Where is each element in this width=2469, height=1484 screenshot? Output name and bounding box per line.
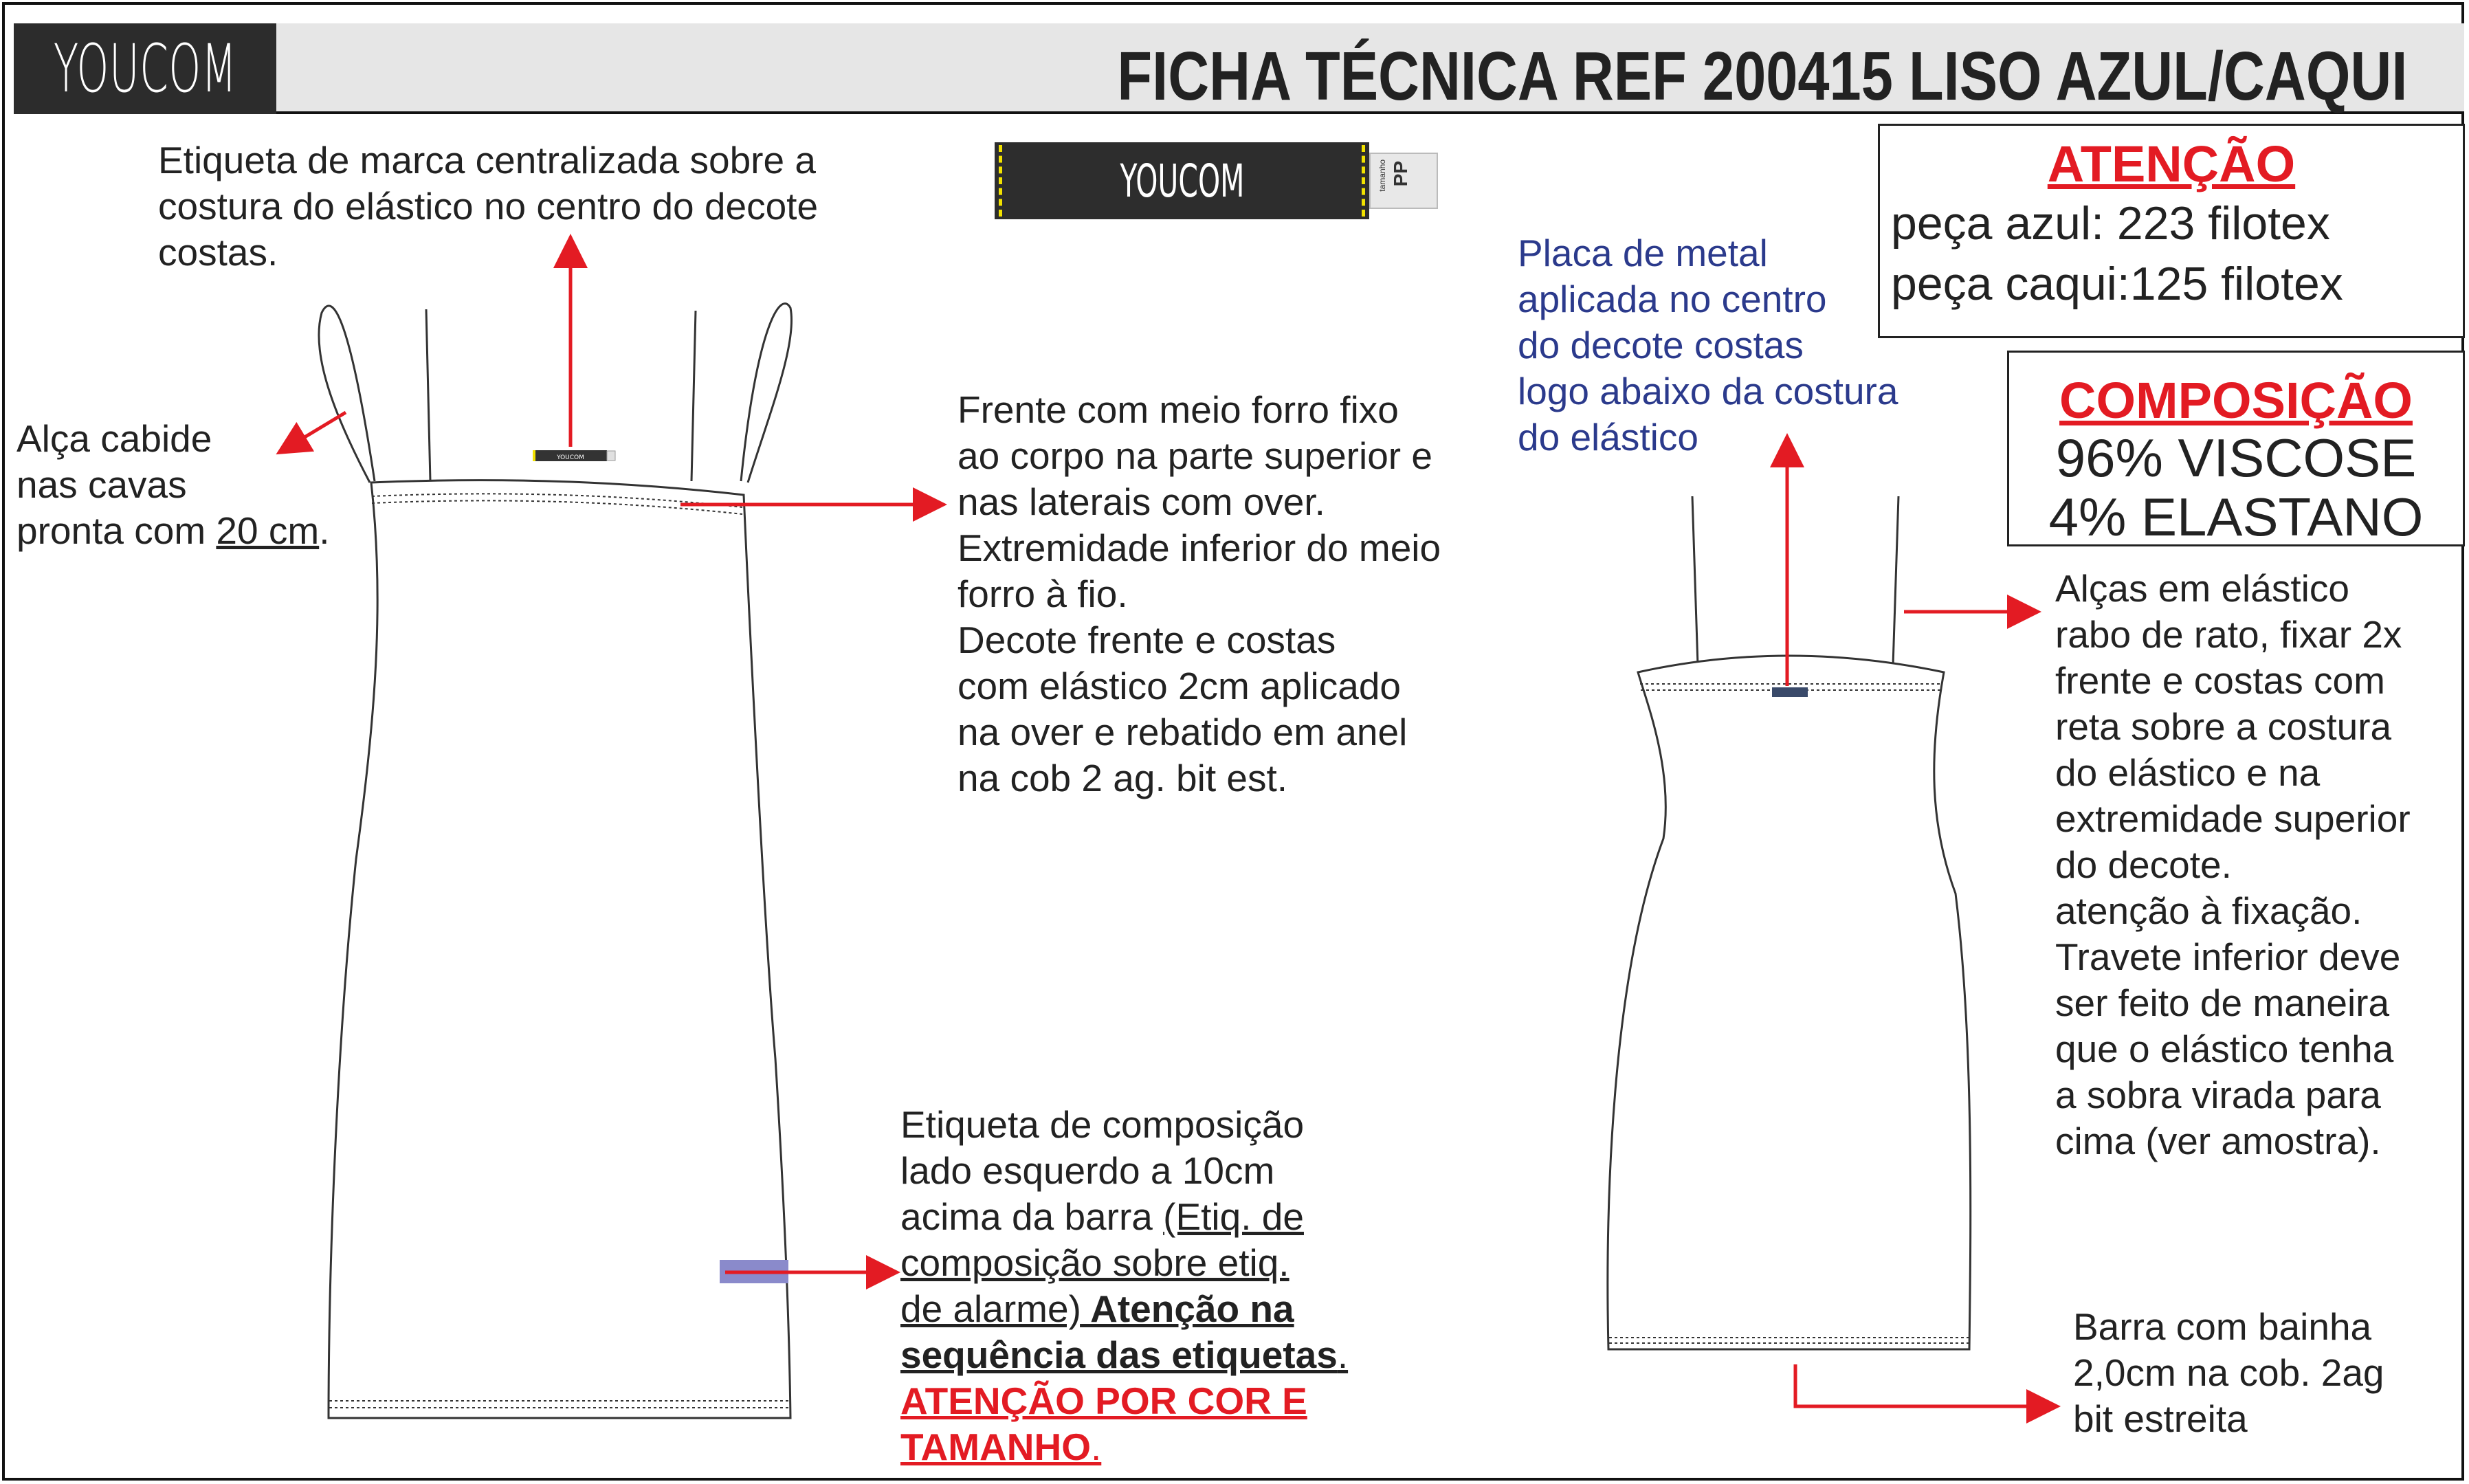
note-brand-label-line: costura do elástico no centro do decote <box>158 185 819 228</box>
back-strap-right <box>1893 496 1898 665</box>
small-brand-label-text: YOUCOM <box>557 454 584 461</box>
metal-plate <box>1772 687 1808 697</box>
composition-line: 4% ELASTANO <box>2048 487 2424 547</box>
size-caption: tamanho <box>1377 159 1387 192</box>
note-front-line: Decote frente e costas <box>957 619 1336 661</box>
back-dress-body <box>1608 656 1971 1349</box>
note-comp-line: composição sobre etiq. <box>900 1241 1289 1284</box>
composition-title: COMPOSIÇÃO <box>2059 372 2413 429</box>
note-straps-line: ser feito de maneira <box>2055 982 2390 1024</box>
note-straps-line: rabo de rato, fixar 2x <box>2055 613 2402 656</box>
brand-logo-text: YOUCOM <box>53 30 237 107</box>
note-metal-line: do elástico <box>1518 416 1698 458</box>
back-dress <box>1608 496 1971 1349</box>
note-straps-line: Alças em elástico <box>2055 567 2349 610</box>
composition-line: 96% VISCOSE <box>2055 428 2417 488</box>
note-straps-line: atenção à fixação. <box>2055 889 2362 932</box>
front-dress <box>319 304 792 1418</box>
note-front-line: na over e rebatido em anel <box>957 711 1408 753</box>
attention-box <box>1878 124 2465 338</box>
note-hanger-line: Alça cabide <box>16 417 212 460</box>
note-metal-line: aplicada no centro <box>1518 278 1827 320</box>
note-metal-plate <box>1518 230 1898 461</box>
front-strap-left <box>426 309 430 481</box>
note-composition-label: Etiqueta de composição lado esquerdo a 10cm acima da barra (Etiq. de composição sobre etiq. de alarme) Atenção na sequência das etiquetas. ATENÇÃO POR COR E TAMANHO. <box>900 1103 1349 1468</box>
front-strap-right <box>691 311 696 481</box>
note-comp-warning: TAMANHO <box>900 1426 1091 1468</box>
note-front-line: forro à fio. <box>957 573 1128 615</box>
note-front-lining <box>957 387 1441 801</box>
note-hanger-strap <box>16 416 329 554</box>
note-straps-line: Travete inferior deve <box>2055 935 2401 978</box>
arrow-hem <box>1795 1364 2054 1406</box>
note-metal-line: logo abaixo da costura <box>1518 370 1898 412</box>
note-front-line: Extremidade inferior do meio <box>957 527 1441 569</box>
note-hanger-line: pronta com 20 cm. <box>16 509 330 552</box>
note-hem-line: 2,0cm na cob. 2ag <box>2073 1351 2384 1394</box>
attention-title: ATENÇÃO <box>2047 135 2296 192</box>
note-straps-line: cima (ver amostra). <box>2055 1120 2381 1162</box>
note-brand-label <box>158 137 818 276</box>
attention-line: peça caqui:125 filotex <box>1891 258 2343 310</box>
note-front-line: nas laterais com over. <box>957 480 1325 523</box>
note-straps-line: do elástico e na <box>2055 751 2321 794</box>
note-front-line: Frente com meio forro fixo <box>957 388 1399 431</box>
hanger-length: 20 cm <box>216 509 320 552</box>
note-straps-line: reta sobre a costura <box>2055 705 2392 748</box>
note-straps-line: frente e costas com <box>2055 659 2385 702</box>
attention-line: peça azul: 223 filotex <box>1891 197 2330 250</box>
note-straps-line: que o elástico tenha <box>2055 1028 2394 1070</box>
note-straps <box>2055 566 2411 1164</box>
size-value: PP <box>1390 161 1411 187</box>
note-comp-line: lado esquerdo a 10cm <box>900 1149 1275 1192</box>
note-comp-warning: ATENÇÃO POR COR E <box>900 1380 1307 1422</box>
page-title: FICHA TÉCNICA REF 200415 LISO AZUL/CAQUI <box>1117 38 2407 115</box>
note-hem <box>2073 1304 2384 1442</box>
note-metal-line: Placa de metal <box>1518 232 1768 274</box>
note-straps-line: do decote. <box>2055 843 2232 886</box>
hanger-loop-right <box>741 304 792 483</box>
note-brand-label-line: Etiqueta de marca centralizada sobre a <box>158 139 816 181</box>
back-strap-left <box>1692 496 1698 665</box>
note-hanger-line: nas cavas <box>16 463 187 506</box>
note-front-line: na cob 2 ag. bit est. <box>957 757 1288 799</box>
note-front-line: ao corpo na parte superior e <box>957 434 1432 477</box>
composition-box <box>2007 351 2465 546</box>
note-brand-label-line: costas. <box>158 231 278 274</box>
note-straps-line: extremidade superior <box>2055 797 2411 840</box>
note-metal-line: do decote costas <box>1518 324 1804 366</box>
note-comp-line: Etiqueta de composição <box>900 1103 1305 1146</box>
tag-logo: YOUCOM <box>1119 154 1244 208</box>
note-hem-line: Barra com bainha <box>2073 1305 2372 1348</box>
small-label-size-tab <box>607 451 615 461</box>
note-straps-line: a sobra virada para <box>2055 1074 2381 1116</box>
note-hem-line: bit estreita <box>2073 1397 2248 1440</box>
small-brand-label-stitch <box>533 450 535 461</box>
note-front-line: com elástico 2cm aplicado <box>957 665 1402 707</box>
